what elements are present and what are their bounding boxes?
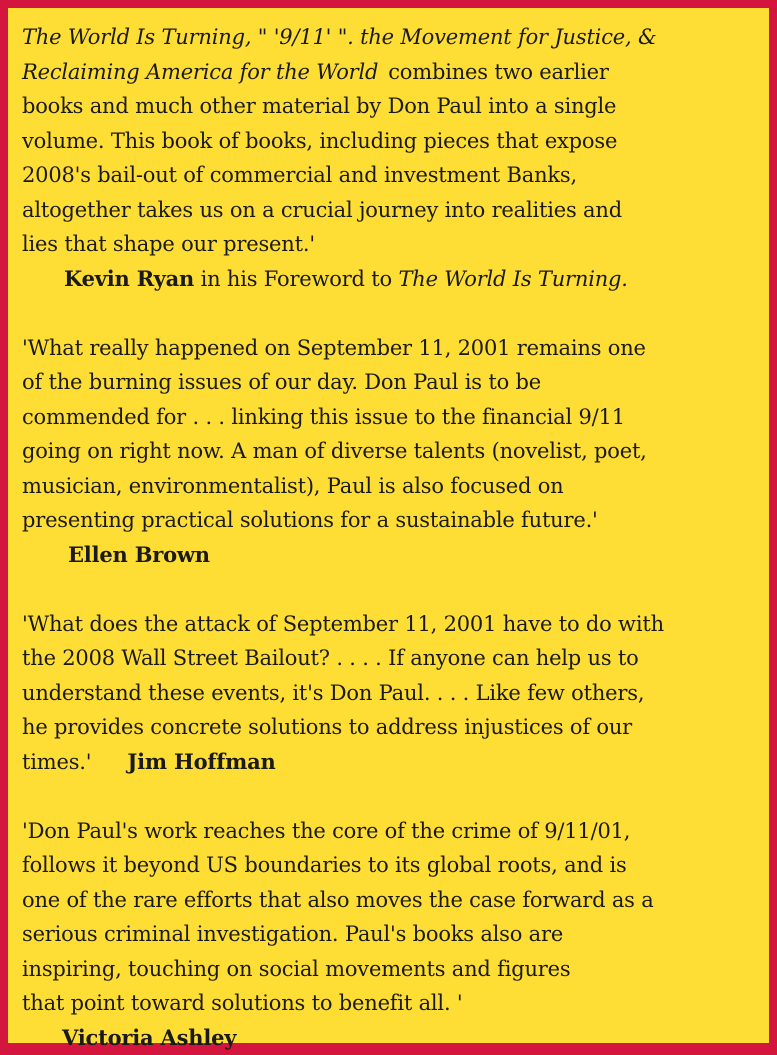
quote-jim-hoffman: 'What does the attack of September 11, 2001 have to do with the 2008 Wall Street Bailout? . . . . If anyone can help us to understand these events, it's Don Paul. . . . Like few others, he provides concrete solutions to address injustices of our times.' Jim Hoffman xyxy=(22,607,769,780)
testimonials-panel xyxy=(8,8,769,1043)
quote-victoria-ashley: 'Don Paul's work reaches the core of the crime of 9/11/01, follows it beyond US boundaries to its global roots, and is one of the rare efforts that also moves the case forward as a serious criminal investigation. Paul's books also are inspiring, touching on social movements and figures that point toward solutions to benefit all. ' Victoria Ashley xyxy=(22,814,769,1055)
attribution xyxy=(22,538,769,573)
attribution xyxy=(22,1021,769,1055)
book-subtitle: Reclaiming America for the World xyxy=(22,60,378,84)
author-name: Kevin Ryan xyxy=(64,266,194,291)
quote-kevin-ryan: The World Is Turning, " '9/11' ". the Movement for Justice, & Reclaiming America for the World combines two earlier books and much other material by Don Paul into a single volume. This book of books, including pieces that expose 2008's bail-out of commercial and investment Banks, altogether takes us on a crucial journey into realities and lies that shape our present.' Kevin Ryan in his Foreword to The World Is Turning. xyxy=(22,20,769,296)
book-title: The World Is Turning, " '9/11' ". the Movement for Justice, & xyxy=(22,25,656,49)
attribution: Kevin Ryan in his Foreword to The World Is Turning. xyxy=(22,262,769,297)
attribution: times.' Jim Hoffman xyxy=(22,745,769,780)
author-name: Victoria Ashley xyxy=(62,1025,236,1050)
quote-ellen-brown: 'What really happened on September 11, 2001 remains one of the burning issues of our day. Don Paul is to be commended for . . . linking this issue to the financial 9/11 going on right now. A man of diverse talents (novelist, poet, musician, environmentalist), Paul is also focused on presenting practical solutions for a sustainable future.' Ellen Brown xyxy=(22,331,769,573)
author-name: Jim Hoffman xyxy=(127,749,275,774)
author-name: Ellen Brown xyxy=(68,542,210,567)
